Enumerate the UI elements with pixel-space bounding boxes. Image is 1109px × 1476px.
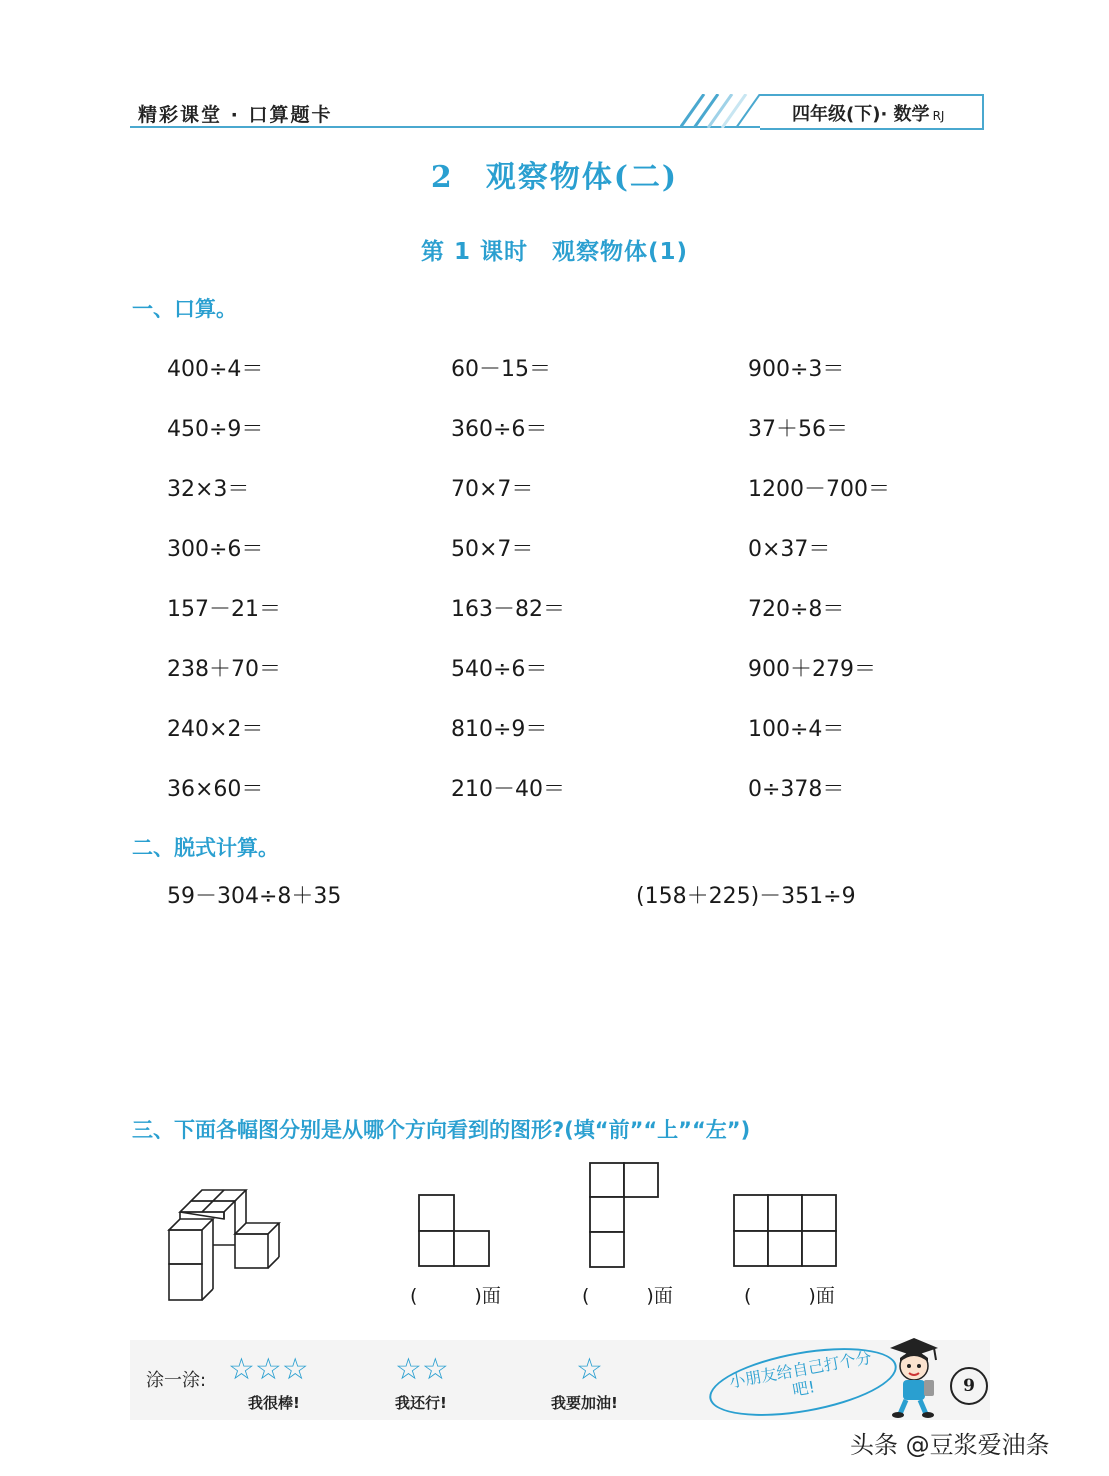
problem: 37＋56＝: [748, 417, 848, 442]
problem: 900÷3＝: [748, 357, 845, 382]
speech-bubble-text: 小朋友给自己打个分吧!: [727, 1347, 873, 1400]
problem: 210－40＝: [451, 777, 565, 802]
problem: 900＋279＝: [748, 657, 876, 682]
stepwise-problem-1: 59－304÷8＋35: [167, 884, 342, 909]
problem: 400÷4＝: [167, 357, 264, 382]
student-mascot-icon: [884, 1336, 944, 1418]
section-views-heading: 三、下面各幅图分别是从哪个方向看到的图形?(填“前”“上”“左”): [132, 1118, 751, 1142]
page-number: 9: [950, 1367, 988, 1405]
problem: 240×2＝: [167, 717, 264, 742]
header-grade-subject: [792, 100, 944, 126]
problem: 157－21＝: [167, 597, 281, 622]
answer-blank-3[interactable]: ( )面: [744, 1285, 835, 1307]
two-star-icon[interactable]: ☆☆: [395, 1352, 449, 1387]
problem: 540÷6＝: [451, 657, 548, 682]
rating-label: 涂一涂:: [146, 1370, 207, 1391]
lesson-title: 第 1 课时 观察物体(1): [420, 239, 689, 265]
problem: 810÷9＝: [451, 717, 548, 742]
header-series-title: 精彩课堂 · 口算题卡: [138, 104, 333, 126]
problem: 238＋70＝: [167, 657, 281, 682]
problem: 0×37＝: [748, 537, 831, 562]
problem: 70×7＝: [451, 477, 534, 502]
problem: 450÷9＝: [167, 417, 264, 442]
problem: 163－82＝: [451, 597, 565, 622]
view-grid-3: [733, 1194, 839, 1268]
rating-caption-great: 我很棒!: [248, 1394, 300, 1412]
rating-caption-tryharder: 我要加油!: [551, 1394, 618, 1412]
answer-blank-2[interactable]: ( )面: [582, 1285, 673, 1307]
answer-blank-1[interactable]: ( )面: [410, 1285, 501, 1307]
problem: 36×60＝: [167, 777, 264, 802]
section-oral-calc-heading: 一、口算。: [132, 297, 237, 321]
section-stepwise-heading: 二、脱式计算。: [132, 836, 279, 860]
problem: 1200－700＝: [748, 477, 890, 502]
unit-title: 2 观察物体(二): [430, 160, 679, 195]
problem: 100÷4＝: [748, 717, 845, 742]
header-stripes: [680, 94, 760, 128]
rating-caption-ok: 我还行!: [395, 1394, 447, 1412]
stepwise-problem-2: (158＋225)－351÷9: [636, 884, 856, 909]
problem: 0÷378＝: [748, 777, 845, 802]
problem: 32×3＝: [167, 477, 250, 502]
three-star-icon[interactable]: ☆☆☆: [228, 1352, 309, 1387]
cube-stack-figure: [165, 1183, 287, 1305]
problem: 720÷8＝: [748, 597, 845, 622]
problem: 50×7＝: [451, 537, 534, 562]
edition-label: RJ: [932, 109, 945, 123]
problem: 300÷6＝: [167, 537, 264, 562]
view-grid-1: [418, 1194, 492, 1268]
view-grid-2: [588, 1161, 660, 1269]
problem: 360÷6＝: [451, 417, 548, 442]
watermark: 头条 @豆浆爱油条: [850, 1431, 1050, 1459]
problem: 60－15＝: [451, 357, 551, 382]
grade-subject-text: 四年级(下)· 数学: [792, 104, 930, 125]
one-star-icon[interactable]: ☆: [576, 1352, 603, 1387]
